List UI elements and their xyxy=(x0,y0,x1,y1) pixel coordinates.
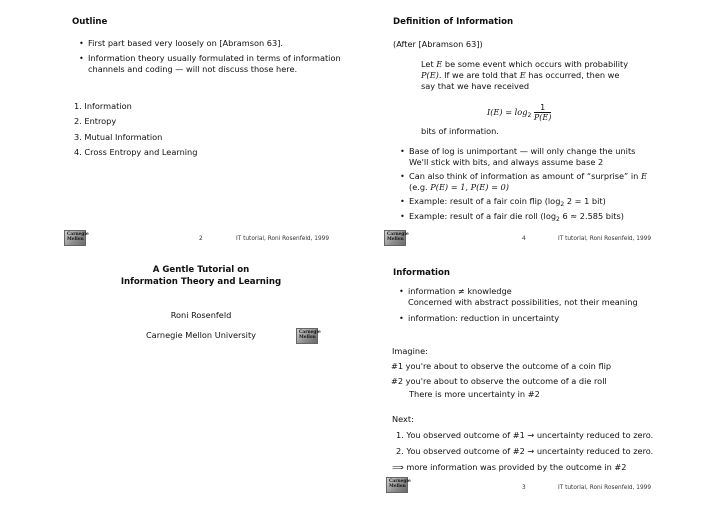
cmu-logo: Carnegie Mellon xyxy=(384,230,406,246)
page-number: 2 xyxy=(199,236,203,242)
page-number: 3 xyxy=(522,485,526,491)
list-item: 2. You observed outcome of #2 → uncertainty reduced to zero. xyxy=(396,446,654,456)
slide-subtitle: Information Theory and Learning xyxy=(120,277,282,287)
cmu-logo: Carnegie Mellon xyxy=(64,230,86,246)
paragraph-line: P(E). If we are told that E has occurred, then we xyxy=(421,70,620,80)
bullet-item: • Information theory usually formulated in terms of information xyxy=(88,54,341,64)
conclusion: ⟹ more information was provided by the outcome in #2 xyxy=(392,462,627,472)
page-number: 4 xyxy=(522,236,526,242)
footer-text: IT tutorial, Roni Rosenfeld, 1999 xyxy=(236,236,330,242)
list-item: #2 you're about to observe the outcome of a die roll xyxy=(391,376,607,386)
list-item: #1 you're about to observe the outcome of a coin flip xyxy=(391,361,612,371)
list-item: 4. Cross Entropy and Learning xyxy=(74,147,198,157)
slide-title: Outline xyxy=(72,17,108,27)
cmu-logo: Carnegie Mellon xyxy=(386,477,408,493)
bullet-item: • information: reduction in uncertainty xyxy=(408,314,559,324)
bullet-item: • Example: result of a fair die roll ($\log_2$ 6 ≈ 2.585 bits) xyxy=(409,212,624,223)
list-item: 3. Mutual Information xyxy=(74,132,163,142)
equation: $I(E) = \log_2$ $\frac{1}{P(E)}$ xyxy=(487,103,552,122)
list-item: 2. Entropy xyxy=(74,116,117,126)
bullet-item-cont: channels and coding — will not discuss those here. xyxy=(88,64,298,74)
bullet-item: • Base of log is unimportant — will only change the units xyxy=(409,147,635,157)
author: Roni Rosenfeld xyxy=(170,310,232,320)
bullet-item: • Example: result of a fair coin flip ($\log_2$ 2 = 1 bit) xyxy=(409,197,606,208)
citation: (After [Abramson 63]) xyxy=(393,39,483,49)
cmu-logo: Carnegie Mellon xyxy=(296,328,318,344)
paragraph-line: say that we have received xyxy=(421,81,530,91)
slide-title: Definition of Information xyxy=(393,17,514,27)
paragraph-line: Next: xyxy=(392,414,414,424)
list-item: 1. You observed outcome of #1 → uncertainty reduced to zero. xyxy=(396,430,654,440)
bullet-item: • Can also think of information as amount of “surprise” in E xyxy=(409,172,647,182)
slide-title: Information xyxy=(393,268,451,278)
affiliation: Carnegie Mellon University xyxy=(145,330,257,340)
bullet-item: • First part based very loosely on [Abramson 63]. xyxy=(88,39,283,49)
list-item: 1. Information xyxy=(74,101,132,111)
paragraph-line: Imagine: xyxy=(392,346,428,356)
bullet-item: • information ≠ knowledge xyxy=(408,287,512,297)
paragraph-line: bits of information. xyxy=(421,126,499,136)
slide-title: A Gentle Tutorial on xyxy=(152,265,250,275)
bullet-item-cont: Concerned with abstract possibilities, not their meaning xyxy=(408,297,638,307)
bullet-item-cont: (e.g. P(E) = 1, P(E) = 0) xyxy=(409,182,509,192)
footer-text: IT tutorial, Roni Rosenfeld, 1999 xyxy=(558,485,652,491)
list-item-cont: There is more uncertainty in #2 xyxy=(409,389,540,399)
footer-text: IT tutorial, Roni Rosenfeld, 1999 xyxy=(558,236,652,242)
bullet-item-cont: We'll stick with bits, and always assume base 2 xyxy=(409,157,604,167)
paragraph-line: Let E be some event which occurs with probability xyxy=(421,59,629,69)
